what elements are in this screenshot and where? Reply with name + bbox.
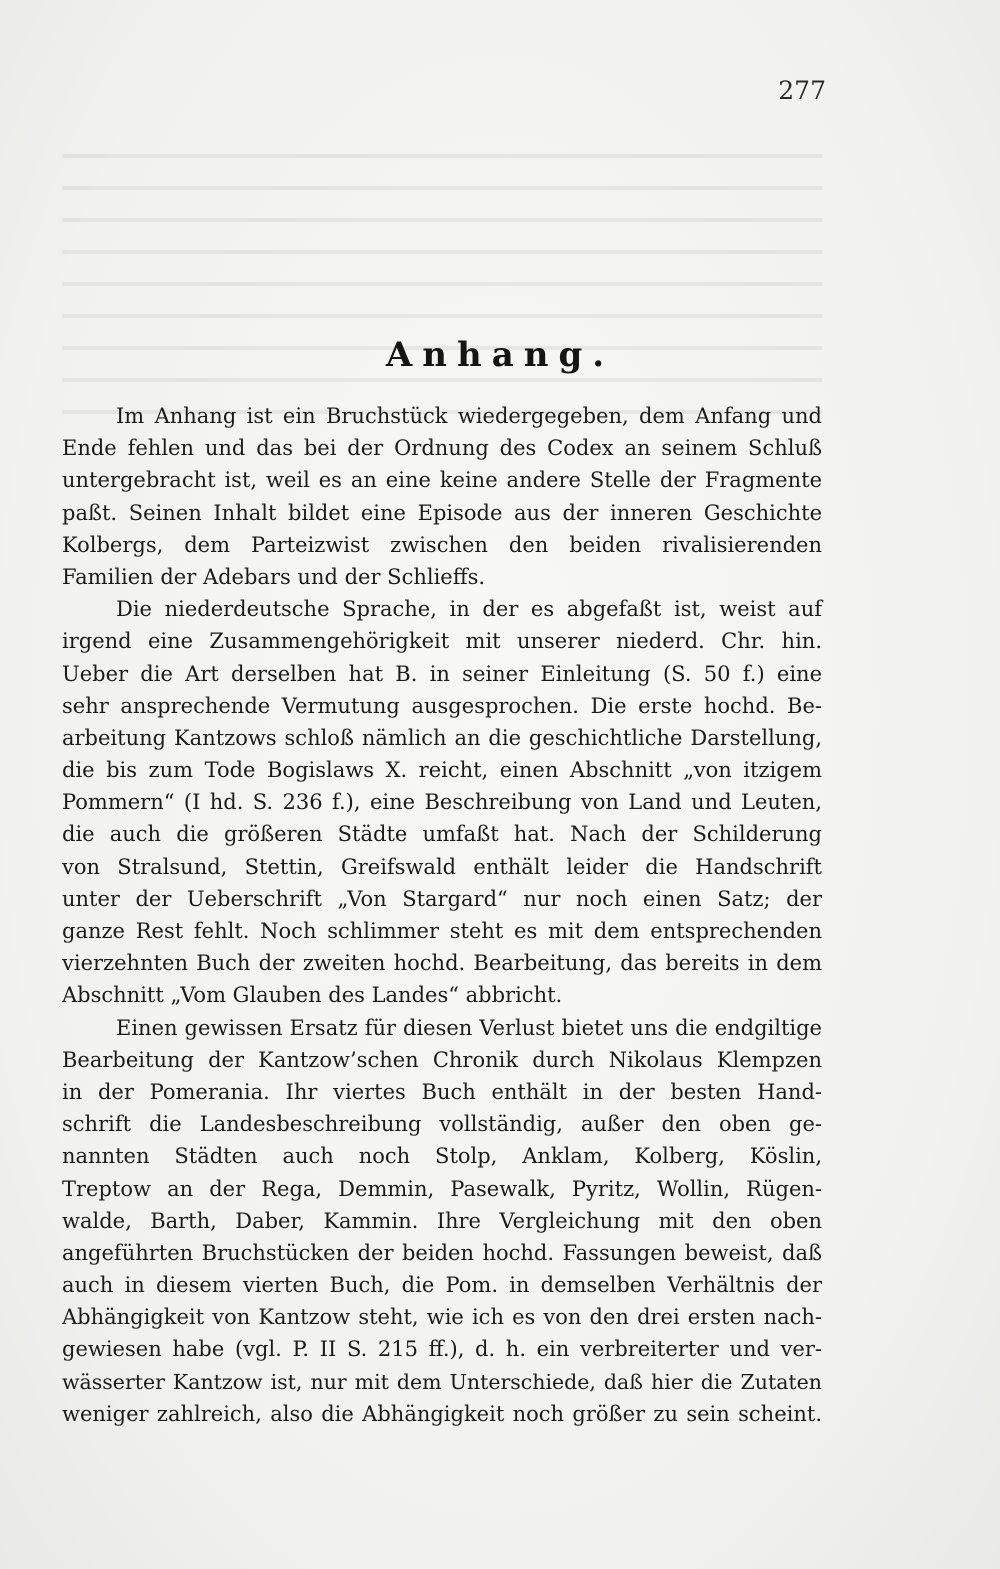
text-line: ganze Rest fehlt. Noch schlimmer steht es mit dem entsprechenden	[62, 919, 822, 943]
text-line: weniger zahlreich, also die Abhängigkeit noch größer zu sein scheint.	[62, 1401, 822, 1426]
body-text	[62, 400, 822, 1430]
text-line: nannten Städten auch noch Stolp, Anklam, Kolberg, Köslin,	[62, 1144, 822, 1169]
paragraph	[62, 400, 822, 593]
text-line: Abhängigkeit von Kantzow steht, wie ich es von den drei ersten nach-	[62, 1305, 822, 1330]
text-line: von Stralsund, Stettin, Greifswald enthält leider die Handschrift	[62, 854, 822, 879]
text-line: untergebracht ist, weil es an eine keine andere Stelle der Fragmente	[62, 468, 822, 493]
text-line: in der Pomerania. Ihr viertes Buch enthält in der besten Hand-	[62, 1079, 822, 1104]
text-line: vierzehnten Buch der zweiten hochd. Bearbeitung, das bereits in dem	[62, 951, 822, 976]
text-line: arbeitung Kantzows schloß nämlich an die geschichtliche Darstellung,	[62, 725, 822, 750]
text-line: walde, Barth, Daber, Kammin. Ihre Vergleichung mit den oben	[62, 1208, 822, 1233]
text-line: irgend eine Zusammengehörigkeit mit unserer niederd. Chr. hin.	[62, 629, 822, 654]
text-line: auch in diesem vierten Buch, die Pom. in demselben Verhältnis der	[62, 1273, 822, 1298]
text-line: Familien der Adebars und der Schlieffs.	[62, 564, 486, 589]
page-number: 277	[778, 76, 826, 105]
text-line: angeführten Bruchstücken der beiden hochd. Fassungen beweist, daß	[62, 1240, 822, 1265]
paragraph	[62, 1012, 822, 1430]
text-line: Kolbergs, dem Parteizwist zwischen den beiden rivalisierenden	[62, 532, 822, 557]
text-line: Abschnitt „Vom Glauben des Landes“ abbricht.	[62, 983, 563, 1008]
section-heading: Anhang.	[385, 335, 615, 375]
text-line: Ueber die Art derselben hat B. in seiner Einleitung (S. 50 f.) eine	[62, 661, 822, 686]
text-line: gewiesen habe (vgl. P. II S. 215 ff.), d. h. ein verbreiterter und ver-	[62, 1337, 822, 1362]
text-line: wässerter Kantzow ist, nur mit dem Unterschiede, daß hier die Zutaten	[62, 1369, 822, 1394]
text-line: Die niederdeutsche Sprache, in der es abgefaßt ist, weist auf	[116, 597, 822, 622]
text-line: Einen gewissen Ersatz für diesen Verlust bietet uns die endgiltige	[116, 1015, 822, 1040]
text-line: Ende fehlen und das bei der Ordnung des Codex an seinem Schluß	[62, 436, 822, 461]
text-line: die bis zum Tode Bogislaws X. reicht, einen Abschnitt „von itzigem	[62, 758, 822, 783]
text-line: Im Anhang ist ein Bruchstück wiedergegeben, dem Anfang und	[116, 404, 822, 428]
text-line: Treptow an der Rega, Demmin, Pasewalk, Pyritz, Wollin, Rügen-	[62, 1176, 822, 1201]
text-line: sehr ansprechende Vermutung ausgesprochen. Die erste hochd. Be-	[62, 693, 822, 718]
text-line: die auch die größeren Städte umfaßt hat. Nach der Schilderung	[62, 822, 822, 847]
text-line: paßt. Seinen Inhalt bildet eine Episode aus der inneren Geschichte	[62, 500, 822, 525]
paragraph	[62, 593, 822, 1011]
text-line: Bearbeitung der Kantzow’schen Chronik durch Nikolaus Klempzen	[62, 1047, 822, 1072]
text-line: schrift die Landesbeschreibung vollständig, außer den oben ge-	[62, 1112, 822, 1137]
text-line: Pommern“ (I hd. S. 236 f.), eine Beschreibung von Land und Leuten,	[62, 790, 822, 815]
show-through-bleed	[62, 132, 822, 432]
text-line: unter der Ueberschrift „Von Stargard“ nur noch einen Satz; der	[62, 886, 822, 911]
